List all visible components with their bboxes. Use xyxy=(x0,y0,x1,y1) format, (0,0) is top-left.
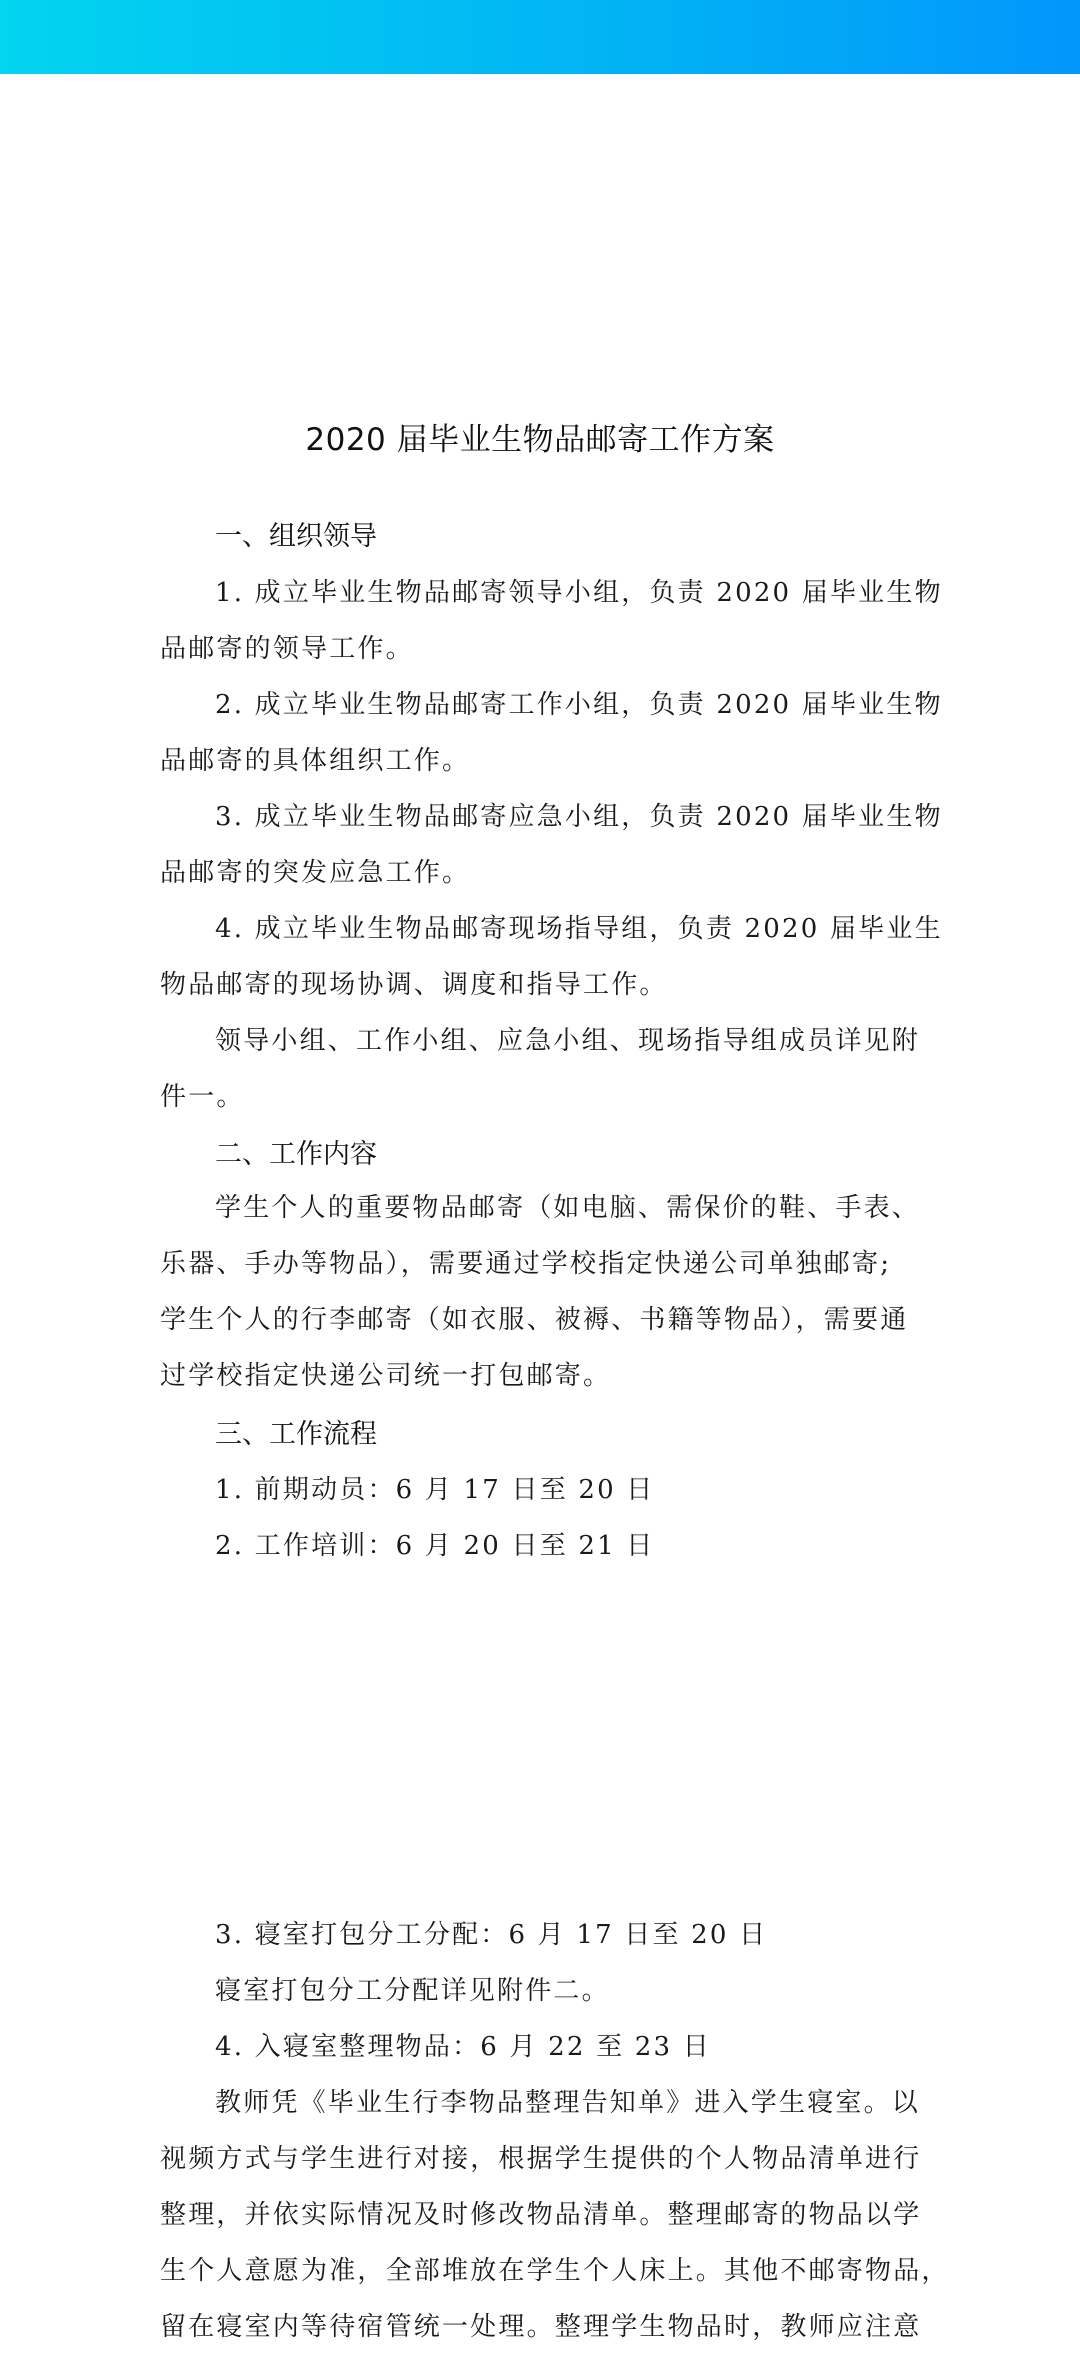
paragraph-line: 品邮寄的具体组织工作。 xyxy=(160,746,471,776)
list-item: 1. 前期动员：6 月 17 日至 20 日 xyxy=(215,1475,655,1505)
paragraph-line: 教师凭《毕业生行李物品整理告知单》进入学生寝室。以 xyxy=(215,2088,921,2118)
section3-final-paragraph xyxy=(160,2075,950,2355)
paragraph-line: 件一。 xyxy=(160,1082,245,1112)
section3-items-a xyxy=(160,1462,930,1574)
paragraph-line: 学生个人的行李邮寄（如衣服、被褥、书籍等物品），需要通 xyxy=(160,1305,909,1335)
paragraph-line: 生个人意愿为准，全部堆放在学生个人床上。其他不邮寄物品， xyxy=(160,2256,950,2286)
list-item: 4. 入寝室整理物品：6 月 22 至 23 日 xyxy=(215,2032,711,2062)
section-heading-workflow: 三、工作流程 xyxy=(215,1419,377,1450)
paragraph-line: 视频方式与学生进行对接，根据学生提供的个人物品清单进行 xyxy=(160,2144,922,2174)
paragraph-line: 领导小组、工作小组、应急小组、现场指导组成员详见附 xyxy=(215,1026,921,1056)
section-heading-organization: 一、组织领导 xyxy=(215,521,377,552)
paragraph-line: 3. 成立毕业生物品邮寄应急小组，负责 2020 届毕业生物 xyxy=(215,802,943,832)
paragraph-line: 1. 成立毕业生物品邮寄领导小组，负责 2020 届毕业生物 xyxy=(215,578,943,608)
paragraph-line: 学生个人的重要物品邮寄（如电脑、需保价的鞋、手表、 xyxy=(215,1193,921,1223)
paragraph-line: 2. 成立毕业生物品邮寄工作小组，负责 2020 届毕业生物 xyxy=(215,690,943,720)
section3-items-b xyxy=(160,1907,930,2075)
paragraph-line: 留在寝室内等待宿管统一处理。整理学生物品时，教师应注意 xyxy=(160,2312,922,2342)
section1-item-2 xyxy=(160,677,943,789)
paragraph-line: 品邮寄的突发应急工作。 xyxy=(160,858,471,888)
paragraph-line: 过学校指定快递公司统一打包邮寄。 xyxy=(160,1361,612,1391)
list-item: 寝室打包分工分配详见附件二。 xyxy=(215,1976,610,2006)
document-title: 2020 届毕业生物品邮寄工作方案 xyxy=(305,422,775,458)
paragraph-line: 整理，并依实际情况及时修改物品清单。整理邮寄的物品以学 xyxy=(160,2200,922,2230)
section2-paragraph xyxy=(160,1180,930,1404)
section1-item-3 xyxy=(160,789,943,901)
paragraph-line: 乐器、手办等物品），需要通过学校指定快递公司单独邮寄; xyxy=(160,1249,892,1279)
paragraph-line: 4. 成立毕业生物品邮寄现场指导组，负责 2020 届毕业生 xyxy=(215,914,943,944)
paragraph-line: 物品邮寄的现场协调、调度和指导工作。 xyxy=(160,970,668,1000)
section1-members-note xyxy=(160,1013,930,1125)
list-item: 3. 寝室打包分工分配：6 月 17 日至 20 日 xyxy=(215,1920,768,1950)
list-item: 2. 工作培训：6 月 20 日至 21 日 xyxy=(215,1531,655,1561)
section1-item-1 xyxy=(160,565,943,677)
section-heading-work-content: 二、工作内容 xyxy=(215,1139,377,1170)
paragraph-line: 品邮寄的领导工作。 xyxy=(160,634,414,664)
section1-item-4 xyxy=(160,901,943,1013)
